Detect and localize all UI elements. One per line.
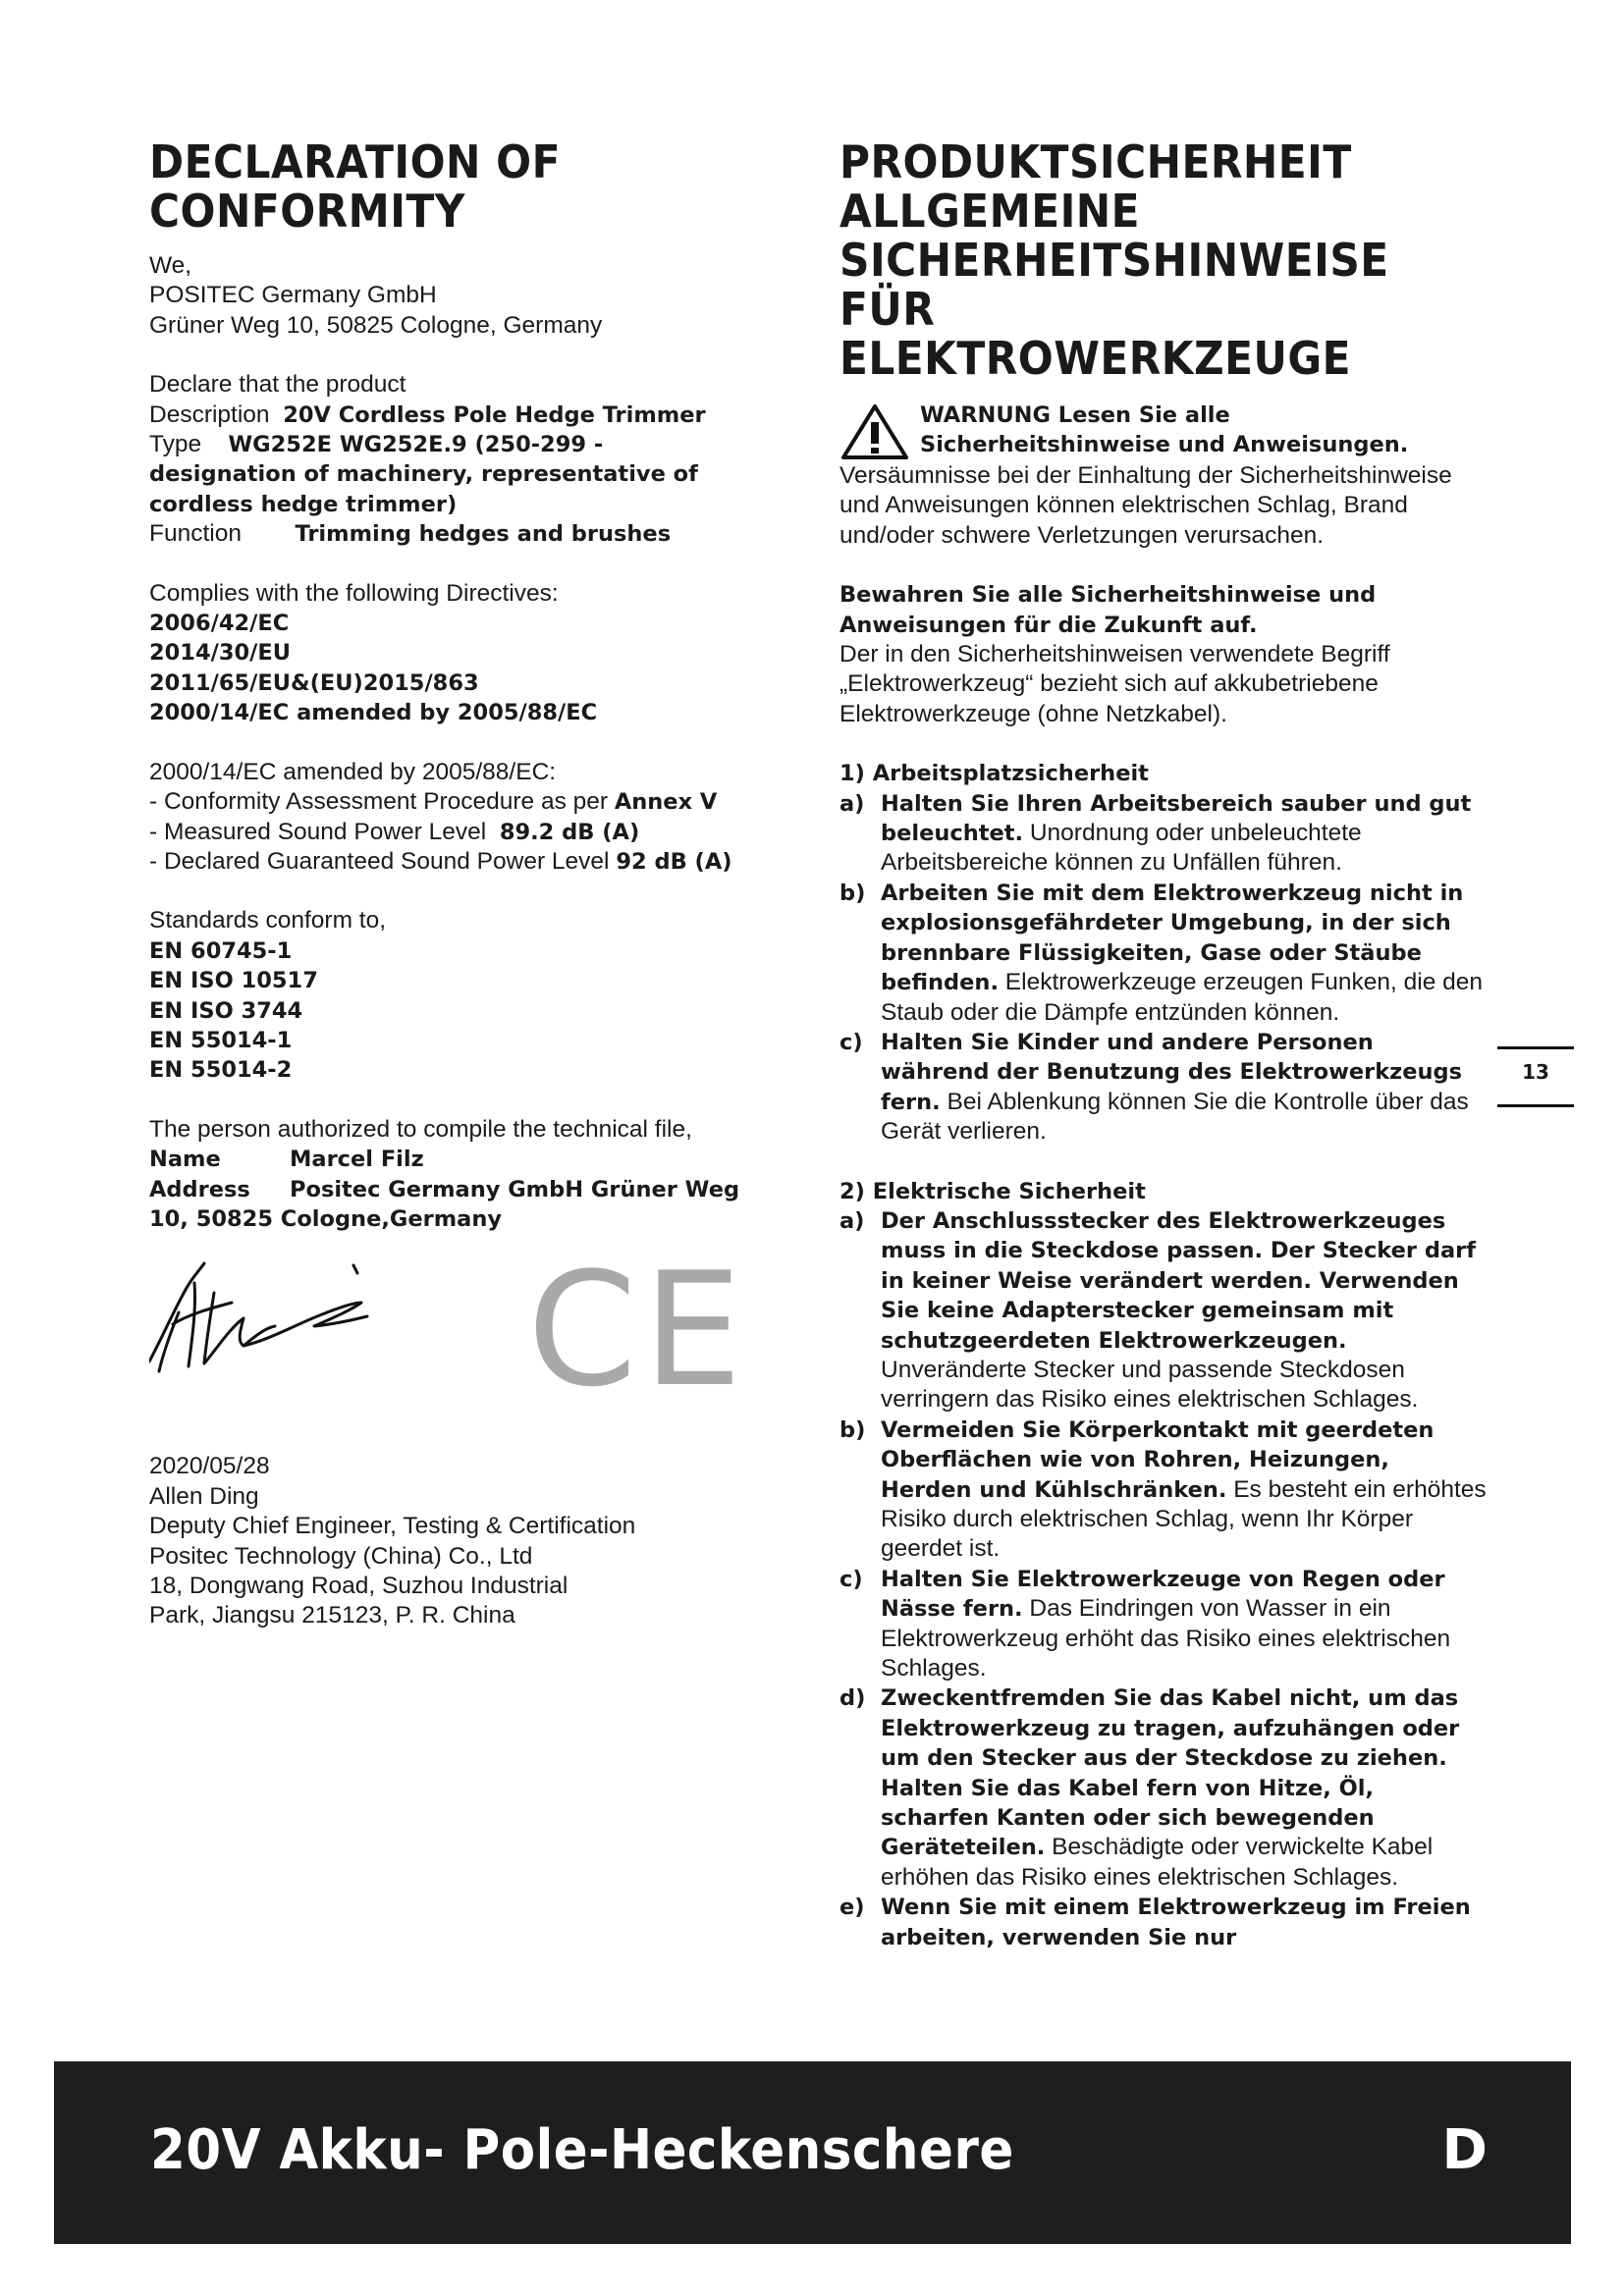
- list-item: b) Vermeiden Sie Körperkontakt mit geerdeten Oberflächen wie von Rohren, Heizungen, Herden und Kühlschränken. Es besteht ein erhöhtes Risiko durch elektrischen Schlag, wenn Ihr Körper geerdet ist.: [839, 1416, 1487, 1563]
- address-line: We,: [149, 252, 192, 279]
- noise-line: - Measured Sound Power Level 89.2 dB (A): [149, 818, 640, 845]
- noise-line: - Conformity Assessment Procedure as per Annex V: [149, 788, 718, 816]
- warning-block: [839, 400, 1488, 461]
- address-value: Positec Germany GmbH Grüner Weg: [290, 1176, 740, 1202]
- function-label: Function: [149, 520, 242, 548]
- name-value: Marcel Filz: [290, 1147, 424, 1173]
- directive: 2011/65/EU&(EU)2015/863: [149, 669, 479, 696]
- page-number-marker: [1497, 1046, 1574, 1107]
- signature-area: [149, 1234, 797, 1440]
- description-row: [149, 400, 797, 430]
- directive: 2014/30/EU: [149, 640, 292, 667]
- complies-text: Complies with the following Directives:: [149, 579, 559, 607]
- type-row: [149, 430, 797, 459]
- list-item: d) Zweckentfremden Sie das Kabel nicht, um das Elektrowerkzeug zu tragen, aufzuhängen oder um den Stecker aus der Steckdose zu ziehen. Halten Sie das Kabel fern von Hitze, Öl, scharfen Kanten oder sich bewegenden Geräteteilen. Beschädigte oder verwickelte Kabel erhöhen das Risiko eines elektrischen Schlages.: [839, 1685, 1460, 1891]
- warning-icon: [839, 402, 910, 461]
- safety-column: [839, 137, 1488, 1952]
- standard: EN 60745-1: [149, 937, 293, 964]
- description-label: Description: [149, 400, 270, 428]
- list-item: b) Arbeiten Sie mit dem Elektrowerkzeug nicht in explosionsgefährdeter Umgebung, in der sich brennbare Flüssigkeiten, Gase oder Stäube befinden. Elektrowerkzeuge erzeugen Funken, die den Staub oder die Dämpfe entzünden können.: [839, 880, 1484, 1026]
- function-value: Trimming hedges and brushes: [295, 521, 672, 548]
- ce-mark: [527, 1238, 748, 1422]
- type-label: Type: [149, 431, 202, 458]
- warning-title: Sicherheitshinweise und Anweisungen.: [920, 432, 1409, 458]
- list-item: c) Halten Sie Elektrowerkzeuge von Regen oder Nässe fern. Das Eindringen von Wasser in ein Elektrowerkzeug erhöht das Risiko eines elektrischen Schlages.: [839, 1566, 1451, 1682]
- divider: [1497, 1104, 1574, 1107]
- noise-line: - Declared Guaranteed Sound Power Level 92 dB (A): [149, 847, 732, 875]
- standard: EN 55014-2: [149, 1057, 293, 1084]
- list-item: e) Wenn Sie mit einem Elektrowerkzeug im Freien arbeiten, verwenden Sie nur: [839, 1895, 1471, 1950]
- name-row: [149, 1145, 797, 1174]
- warning-text: Versäumnisse bei der Einhaltung der Sicherheitshinweise und Anweisungen können elektrischen Schlag, Brand und/oder schwere Verletzungen verursachen.: [839, 462, 1452, 549]
- address-value-cont: 10, 50825 Cologne,Germany: [149, 1205, 503, 1232]
- safety-title: PRODUKTSICHERHEIT ALLGEMEINE SICHERHEITSHINWEISE FÜR ELEKTROWERKZEUGE: [839, 135, 1389, 385]
- list-item: c) Halten Sie Kinder und andere Personen während der Benutzung des Elektrowerkzeugs fern. Bei Ablenkung können Sie die Kontrolle über das Gerät verlieren.: [839, 1029, 1469, 1146]
- signer-date: 2020/05/28: [149, 1453, 270, 1480]
- type-value: WG252E WG252E.9 (250-299 -: [228, 432, 604, 458]
- type-value-cont: designation of machinery, representative of: [149, 461, 698, 488]
- signer-title: Deputy Chief Engineer, Testing & Certification: [149, 1513, 636, 1540]
- signer-company: Positec Technology (China) Co., Ltd: [149, 1542, 533, 1570]
- address-row: [149, 1175, 797, 1204]
- warning-title: WARNUNG Lesen Sie alle: [920, 402, 1230, 428]
- keep-instructions-title: Bewahren Sie alle Sicherheitshinweise und Anweisungen für die Zukunft auf.: [839, 582, 1377, 638]
- section-title: 2) Elektrische Sicherheit: [839, 1178, 1146, 1204]
- standard: EN 55014-1: [149, 1027, 293, 1053]
- page-number: 13: [1522, 1060, 1549, 1084]
- function-row: [149, 519, 797, 549]
- address-line: POSITEC Germany GmbH: [149, 282, 437, 309]
- list-item: a) Halten Sie Ihren Arbeitsbereich sauber und gut beleuchtet. Unordnung oder unbeleuchtete Arbeitsbereiche können zu Unfällen führen.: [839, 790, 1472, 877]
- standard: EN ISO 10517: [149, 968, 318, 994]
- keep-instructions-text: Der in den Sicherheitshinweisen verwendete Begriff „Elektrowerkzeug“ bezieht sich auf akkubetriebene Elektrowerkzeuge (ohne Netzkabel).: [839, 641, 1390, 727]
- noise-value: 89.2 dB (A): [499, 819, 640, 845]
- footer-bar: [54, 2061, 1571, 2244]
- directive: 2000/14/EC amended by 2005/88/EC: [149, 700, 598, 726]
- signer-name: Allen Ding: [149, 1482, 259, 1510]
- footer-title: 20V Akku- Pole-Heckenschere: [150, 2118, 1014, 2182]
- noise-heading: 2000/14/EC amended by 2005/88/EC:: [149, 758, 557, 785]
- authorized-text: The person authorized to compile the technical file,: [149, 1115, 692, 1143]
- directive: 2006/42/EC: [149, 611, 290, 637]
- standard: EN ISO 3744: [149, 997, 303, 1024]
- noise-value: 92 dB (A): [616, 848, 732, 875]
- noise-value: Annex V: [614, 789, 718, 816]
- footer-language: D: [1441, 2118, 1488, 2182]
- declaration-column: [149, 137, 797, 1631]
- type-value-cont: cordless hedge trimmer): [149, 491, 458, 517]
- ce-mark-text: CE: [527, 1238, 748, 1422]
- standards-heading: Standards conform to,: [149, 907, 387, 934]
- signer-address: Park, Jiangsu 215123, P. R. China: [149, 1602, 515, 1629]
- list-item: a) Der Anschlussstecker des Elektrowerkzeuges muss in die Steckdose passen. Der Stecker darf in keiner Weise verändert werden. Verwenden Sie keine Adapterstecker gemeinsam mit schutzgeerdeten Elektrowerkzeugen. Unveränderte Stecker und passende Steckdosen verringern das Risiko eines elektrischen Schlages.: [839, 1207, 1477, 1414]
- name-label: Name: [149, 1147, 221, 1173]
- signer-address: 18, Dongwang Road, Suzhou Industrial: [149, 1573, 568, 1599]
- declaration-title: DECLARATION OF CONFORMITY: [149, 135, 561, 238]
- section-title: 1) Arbeitsplatzsicherheit: [839, 761, 1149, 787]
- divider: [1497, 1046, 1574, 1049]
- description-value: 20V Cordless Pole Hedge Trimmer: [283, 401, 706, 428]
- declare-text: Declare that the product: [149, 371, 406, 399]
- address-label: Address: [149, 1176, 250, 1202]
- address-line: Grüner Weg 10, 50825 Cologne, Germany: [149, 311, 603, 339]
